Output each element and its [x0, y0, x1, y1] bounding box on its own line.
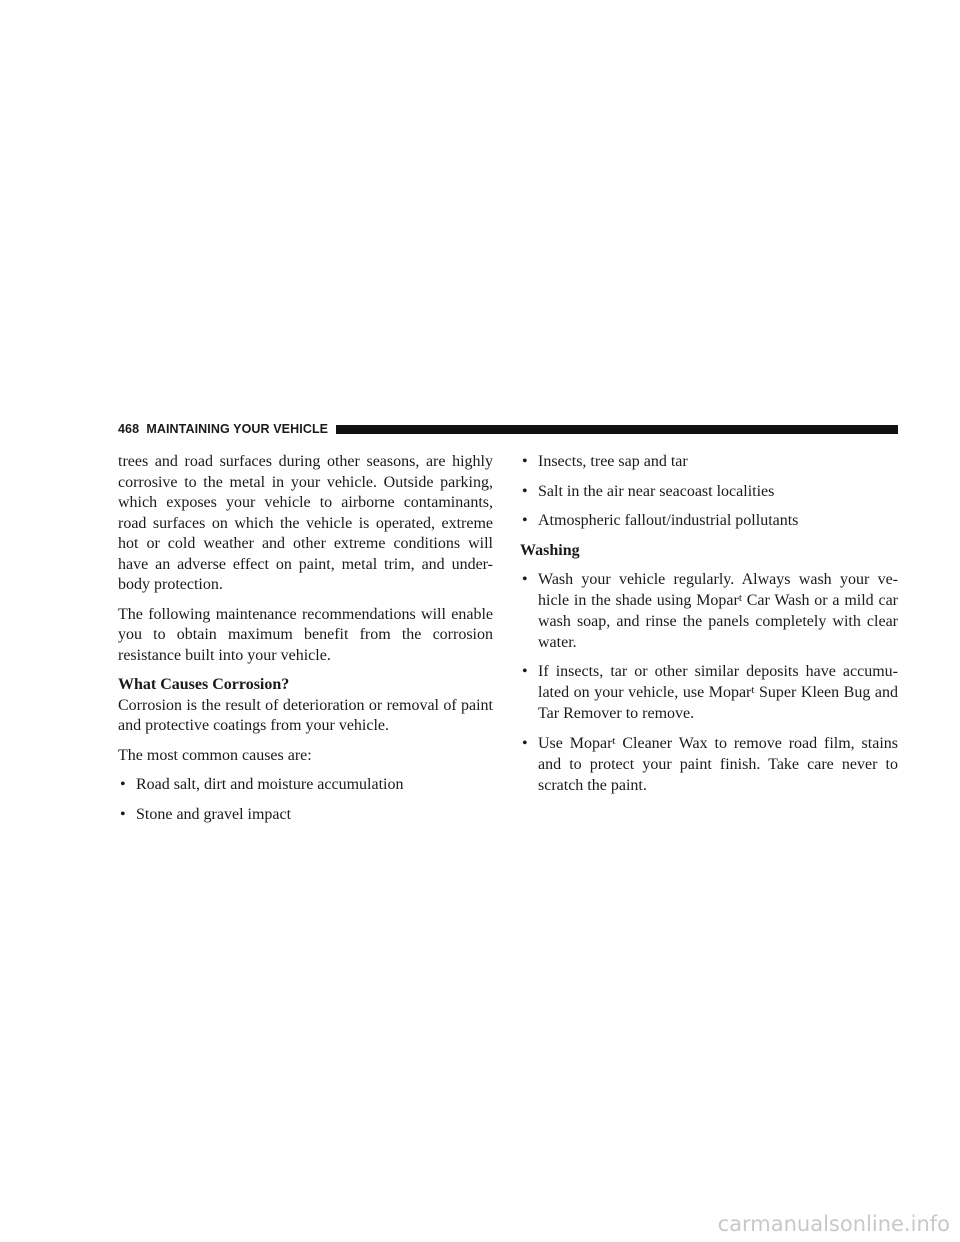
registered-mark-icon: t [751, 683, 755, 696]
site-watermark: carmanualsonline.info [717, 1212, 950, 1236]
bullet-icon: • [522, 512, 528, 529]
washing-heading: Washing [520, 541, 580, 559]
page-number: 468 [118, 422, 140, 436]
list-item-text: Car Wash or a mild car wash soap, and rinse the panels completely with clear water. [538, 591, 898, 651]
common-causes-intro: The most common causes are: [118, 746, 312, 764]
corrosion-heading: What Causes Corrosion? [118, 676, 290, 693]
registered-mark-icon: t [738, 591, 742, 604]
bullet-icon: • [522, 734, 528, 752]
list-item [118, 775, 493, 796]
bullet-icon: • [522, 663, 528, 680]
list-item-text: Use Mopar [538, 734, 613, 752]
registered-mark-icon: t [612, 734, 616, 747]
list-item-text: If insects, tar or other similar deposits have accumu-lated on your vehicle, use Mopar [538, 663, 898, 701]
recommendation-paragraph: The following maintenance recommendations will enable you to obtain maximum benefit from the corrosion resistance built into your vehicle. [118, 605, 493, 664]
page-header [118, 420, 898, 438]
list-item-text: Salt in the air near seacoast localities [538, 482, 775, 500]
bullet-icon: • [522, 482, 528, 500]
list-item-text: Insects, tree sap and tar [538, 453, 688, 470]
bullet-icon: • [522, 453, 528, 470]
list-item [520, 570, 898, 653]
corrosion-definition: Corrosion is the result of deterioration or removal of paint and protective coatings from your vehicle. [118, 696, 493, 734]
header-rule-bar [336, 425, 898, 434]
list-item-text: Cleaner Wax to remove road film, stains and to protect your paint finish. Take care never to scratch the paint. [538, 734, 898, 794]
left-column [118, 452, 493, 834]
section-title: MAINTAINING YOUR VEHICLE [146, 422, 329, 436]
list-item [520, 734, 898, 797]
list-item [520, 452, 898, 473]
intro-paragraph: trees and road surfaces during other seasons, are highly corrosive to the metal in your vehicle. Outside parking, which exposes your vehicle to airborne contaminants, road surfaces on which the vehicle is operated, extreme hot or cold weather and other extreme conditions will have an adverse effect on paint, metal trim, and under-body protection. [118, 453, 493, 593]
right-column [520, 452, 898, 805]
list-item [520, 662, 898, 725]
list-item-text: Super Kleen Bug and Tar Remover to remove. [538, 683, 898, 722]
list-item [118, 805, 493, 826]
list-item-text: Stone and gravel impact [136, 805, 292, 823]
list-item-text: Road salt, dirt and moisture accumulation [136, 776, 404, 793]
bullet-icon: • [120, 776, 126, 793]
list-item [520, 482, 898, 503]
list-item [520, 511, 898, 532]
bullet-icon: • [522, 571, 528, 588]
bullet-icon: • [120, 805, 126, 823]
list-item-text: Atmospheric fallout/industrial pollutants [538, 512, 799, 529]
list-item-text: Wash your vehicle regularly. Always wash your ve-hicle in the shade using Mopar [538, 571, 898, 609]
page-header-text [118, 422, 336, 436]
